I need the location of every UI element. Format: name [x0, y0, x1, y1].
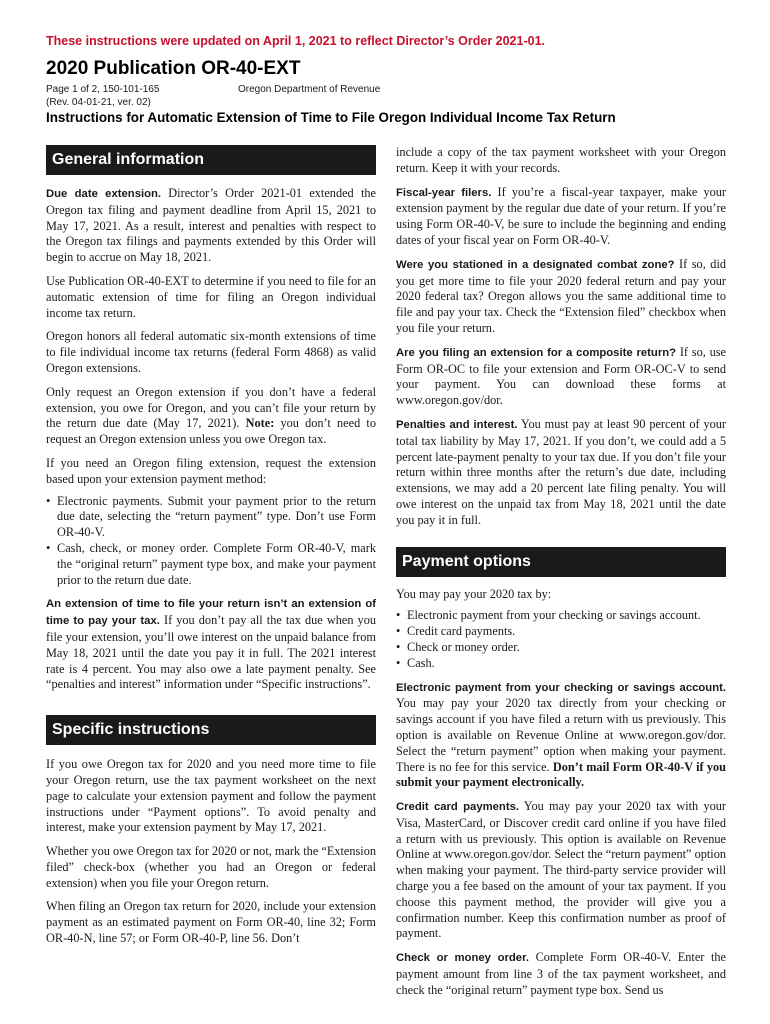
due-date-text: Director’s Order 2021-01 extended the Oregon tax filing and payment deadline from April 15, 2021 to May 17, 2021. As a result, interest and penalties with respect to the Oregon tax filings and payments extended by this Order will begin to accrue on May 18, 2021. [46, 186, 376, 265]
credit-card-text: You may pay your 2020 tax with your Visa, MasterCard, or Discover credit card online if you have filed a return with us previously. This option is available on Revenue Online at www.oregon.gov/dor. Select the “return payment” option when making your payment. The third-party service provider will charge you a fee based on the amount of your tax payment. If you choose this payment method, the provider will give you a confirmation number. Keep this confirmation number as proof of payment. [396, 799, 726, 941]
list-item: • Electronic payments. Submit your payment prior to the return due date, selecting the “return payment” type. Don’t use Form OR-40-V. [46, 494, 376, 541]
specific-paragraph-3: When filing an Oregon tax return for 2020, include your extension payment as an estimated payment on Form OR-40, line 32; Form OR-40-N, line 57; or Form OR-40-P, line 56. Don’t [46, 899, 376, 946]
extension-not-payment-paragraph [46, 596, 376, 693]
electronic-payment-head: Electronic payment from your checking or savings account. [396, 681, 726, 694]
composite-return-head: Are you filing an extension for a composite return? [396, 346, 677, 359]
payment-options-list [396, 608, 726, 671]
combat-zone-paragraph [396, 257, 726, 337]
general-information-heading: General information [46, 145, 376, 175]
check-money-order-paragraph [396, 950, 726, 998]
check-money-order-head: Check or money order. [396, 952, 529, 965]
composite-return-paragraph [396, 345, 726, 409]
list-item: • Cash, check, or money order. Complete Form OR-40-V, mark the “original return” payment type box, and make your payment prior to the return due date. [46, 541, 376, 588]
combat-zone-text: If so, did you get more time to file your 2020 federal return and pay your 2020 federal tax? Oregon allows you the same additional time to file and pay your tax. Check the “Extension filed” checkbox when you file your return. [396, 256, 727, 335]
need-extension-paragraph: If you need an Oregon filing extension, request the extension based upon your extension payment method: [46, 455, 376, 486]
use-publication-paragraph: Use Publication OR-40-EXT to determine if you need to file for an automatic extension of time for filing an Oregon individual income tax return. [46, 273, 376, 320]
list-item: • Electronic payment from your checking or savings account. [396, 608, 726, 624]
note-label: Note: [245, 416, 275, 431]
department-name: Oregon Department of Revenue [238, 84, 381, 95]
specific-paragraph-1: If you owe Oregon tax for 2020 and you need more time to file your Oregon return, use the tax payment worksheet on the next page to calculate your extension payment and follow the payment instructions under “Payment options”. To avoid penalty and interest, make your extension payment by May 17, 2021. [46, 757, 376, 835]
electronic-payment-paragraph [396, 680, 726, 792]
penalties-paragraph [396, 417, 726, 529]
electronic-payment-warning: Don’t mail Form OR-40-V if you submit your payment electronically. [396, 759, 726, 790]
document-heading: Instructions for Automatic Extension of Time to File Oregon Individual Income Tax Return [46, 110, 616, 125]
payment-method-list [46, 494, 376, 589]
payment-options-heading: Payment options [396, 547, 726, 577]
check-money-order-text: Complete Form OR-40-V. Enter the payment amount from line 3 of the tax payment worksheet, and check the “original return” payment type box. Send us [396, 950, 726, 997]
fiscal-year-paragraph [396, 185, 726, 249]
extension-text: If you don’t pay all the tax due when you file your extension, you’ll owe interest on the unpaid balance from May 18, 2021 until the date you pay it in full. The 2021 interest rate is 4 percent. You may also owe a late payment penalty. See “penalties and interest” information under “Specific instructions”. [46, 613, 376, 692]
fiscal-year-text: If you’re a fiscal-year taxpayer, make your extension payment by the regular due date of your return. If you’re using Form OR-40-V, be sure to include the beginning and ending dates of your fiscal year on Form OR-40-V. [396, 184, 726, 247]
due-date-head: Due date extension. [46, 188, 162, 200]
revision-info: (Rev. 04-01-21, ver. 02) [46, 97, 151, 108]
page-info: Page 1 of 2, 150-101-165 [46, 84, 160, 95]
due-date-paragraph [46, 186, 376, 266]
extension-head: An extension of time to file your return isn’t an extension of time to pay your tax. [46, 598, 376, 628]
specific-paragraph-3-continued: include a copy of the tax payment worksheet with your Oregon return. Keep it with your records. [396, 145, 726, 175]
publication-title: 2020 Publication OR-40-EXT [46, 58, 301, 79]
fiscal-year-head: Fiscal-year filers. [396, 186, 492, 199]
right-column [396, 145, 726, 999]
specific-paragraph-2: Whether you owe Oregon tax for 2020 or not, mark the “Extension filed” check-box (whether you had an Oregon or federal extension) when you file your Oregon return. [46, 844, 376, 890]
list-item: • Check or money order. [396, 640, 726, 656]
penalties-text: You must pay at least 90 percent of your total tax liability by May 17, 2021. If you don’t, we could add a 5 percent late-payment penalty to your tax due. If you don’t file your return within three months after the return’s due date, including extensions, we may add a 20 percent late filing penalty. You will owe interest on the unpaid tax from May 18, 2021 until the date you pay it in full. [396, 416, 727, 527]
list-item: • Credit card payments. [396, 624, 726, 640]
penalties-head: Penalties and interest. [396, 418, 518, 431]
credit-card-paragraph [396, 799, 726, 942]
specific-instructions-heading: Specific instructions [46, 715, 376, 745]
composite-return-text: If so, use Form OR-OC to file your extension and Form OR-OC-V to send your payment. You can download these forms at www.oregon.gov/dor. [396, 344, 726, 408]
electronic-payment-text: You may pay your 2020 tax directly from your checking or savings account if you have filed a return with us previously. This option is available on Revenue Online at www.oregon.gov/dor. Select the “return payment” option when making your payment. There is no fee for this service. [396, 696, 726, 774]
only-request-paragraph [46, 385, 376, 448]
list-item: • Cash. [396, 656, 726, 672]
only-request-text-b: you don’t need to request an Oregon extension unless you owe Oregon tax. [46, 416, 376, 447]
credit-card-head: Credit card payments. [396, 801, 520, 814]
combat-zone-head: Were you stationed in a designated combat zone? [396, 258, 675, 271]
left-column [46, 145, 376, 947]
only-request-text-a: Only request an Oregon extension if you don’t have a federal extension, you owe for Oregon, and you can’t file your return by the return due date (May 17, 2021). [46, 384, 376, 431]
update-notice: These instructions were updated on April 1, 2021 to reflect Director’s Order 2021-01. [46, 34, 546, 48]
honors-paragraph: Oregon honors all federal automatic six-month extensions of time to file individual income tax returns (federal Form 4868) as valid Oregon extensions. [46, 329, 376, 375]
payment-intro: You may pay your 2020 tax by: [396, 586, 552, 601]
